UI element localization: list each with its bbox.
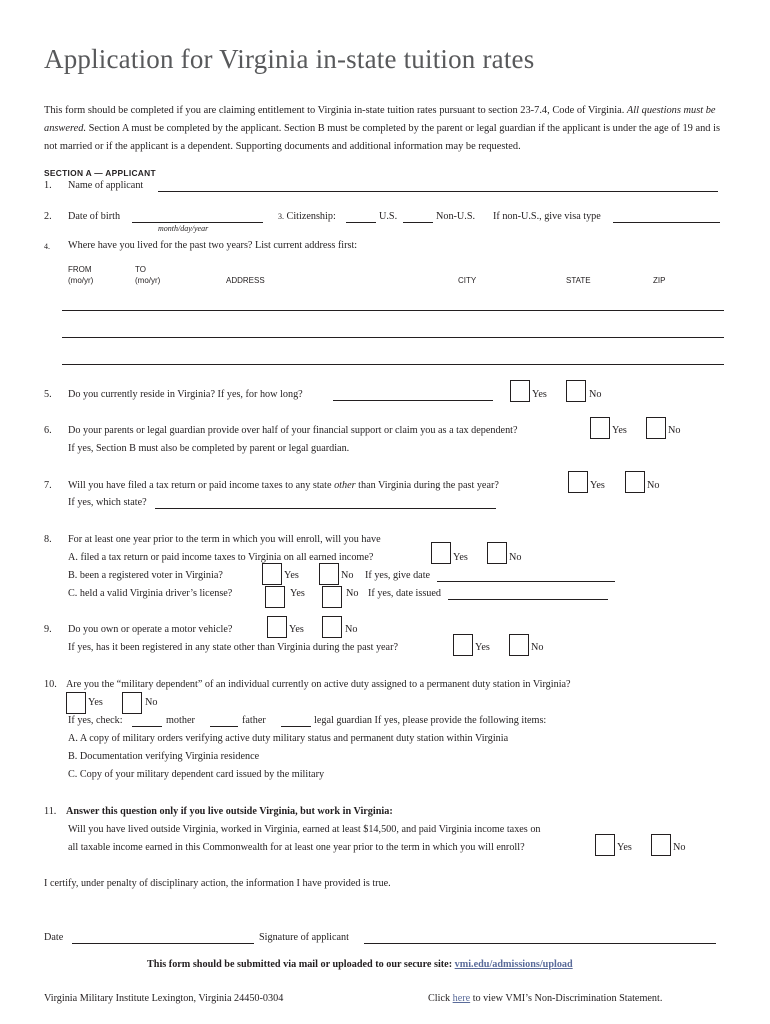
- q8b-no-checkbox[interactable]: [319, 563, 339, 585]
- q6-no-label: No: [668, 425, 681, 436]
- father-blank[interactable]: [210, 726, 238, 727]
- q7-no-checkbox[interactable]: [625, 471, 645, 493]
- q9-number: 9.: [44, 624, 52, 635]
- q11-line-2: all taxable income earned in this Commonwealth for at least one year prior to the term in which you will enroll?: [68, 842, 525, 853]
- q8-number: 8.: [44, 534, 52, 545]
- q9-yes-checkbox[interactable]: [267, 616, 287, 638]
- visa-field[interactable]: [613, 222, 720, 223]
- q10-item-c: C. Copy of your military dependent card issued by the military: [68, 769, 325, 780]
- col-zip: ZIP: [653, 276, 666, 285]
- signature-label: Signature of applicant: [259, 932, 349, 943]
- address-line-1[interactable]: [62, 310, 724, 311]
- q8a-no-checkbox[interactable]: [487, 542, 507, 564]
- q10-label: Are you the “military dependent” of an individual currently on active duty assigned to a permanent duty station in Virginia?: [66, 679, 571, 690]
- q9b-no-checkbox[interactable]: [509, 634, 529, 656]
- q8c-label: C. held a valid Virginia driver’s license?: [68, 588, 233, 599]
- q11-no-checkbox[interactable]: [651, 834, 671, 856]
- q8c-no-checkbox[interactable]: [322, 586, 342, 608]
- q7-yes-checkbox[interactable]: [568, 471, 588, 493]
- q10-no-label: No: [145, 697, 158, 708]
- col-from: FROM: [68, 265, 92, 274]
- q8c-yes-label: Yes: [290, 588, 305, 599]
- q5-no-checkbox[interactable]: [566, 380, 586, 402]
- col-city: CITY: [458, 276, 477, 285]
- col-to-moyr: (mo/yr): [135, 276, 161, 285]
- col-from-moyr: (mo/yr): [68, 276, 94, 285]
- q6-sub: If yes, Section B must also be completed by parent or legal guardian.: [68, 443, 350, 454]
- q10-number: 10.: [44, 679, 57, 690]
- q8c-no-label: No: [346, 588, 359, 599]
- q9-sub: If yes, has it been registered in any state other than Virginia during the past year?: [68, 642, 398, 653]
- q8b-yes-checkbox[interactable]: [262, 563, 282, 585]
- q5-yes-checkbox[interactable]: [510, 380, 530, 402]
- q3-label: 3. Citizenship:: [278, 211, 336, 222]
- q8b-label: B. been a registered voter in Virginia?: [68, 570, 223, 581]
- q9-yes-label: Yes: [289, 624, 304, 635]
- q6-number: 6.: [44, 425, 52, 436]
- q8a-no-label: No: [509, 552, 522, 563]
- q11-label: Answer this question only if you live outside Virginia, but work in Virginia:: [66, 806, 393, 817]
- q5-number: 5.: [44, 389, 52, 400]
- citizenship-us-blank[interactable]: [346, 222, 376, 223]
- q9b-yes-checkbox[interactable]: [453, 634, 473, 656]
- certify-statement: I certify, under penalty of disciplinary action, the information I have provided is true.: [44, 878, 391, 889]
- q9b-no-label: No: [531, 642, 544, 653]
- dob-field[interactable]: [132, 222, 263, 223]
- q8b-yes-label: Yes: [284, 570, 299, 581]
- which-state-field[interactable]: [155, 508, 496, 509]
- name-field[interactable]: [158, 191, 718, 192]
- q9-no-label: No: [345, 624, 358, 635]
- footer-nondiscrimination: Click here to view VMI’s Non-Discrimination Statement.: [428, 993, 663, 1004]
- q7-no-label: No: [647, 480, 660, 491]
- q10-item-a: A. A copy of military orders verifying active duty military status and permanent duty station within Virginia: [68, 733, 509, 744]
- q5-label: Do you currently reside in Virginia? If yes, for how long?: [68, 389, 303, 400]
- q8b-no-label: No: [341, 570, 354, 581]
- address-line-3[interactable]: [62, 364, 724, 365]
- q6-yes-checkbox[interactable]: [590, 417, 610, 439]
- q10-yes-label: Yes: [88, 697, 103, 708]
- father-label: father: [242, 715, 266, 726]
- footer-address: Virginia Military Institute Lexington, Virginia 24450-0304: [44, 993, 284, 1004]
- q10-yes-checkbox[interactable]: [66, 692, 86, 714]
- q8a-yes-label: Yes: [453, 552, 468, 563]
- dob-hint: month/day/year: [158, 224, 209, 233]
- here-link[interactable]: here: [452, 993, 471, 1004]
- q9b-yes-label: Yes: [475, 642, 490, 653]
- q2-number: 2.: [44, 211, 52, 222]
- q4-label: Where have you lived for the past two years? List current address first:: [68, 240, 358, 251]
- q8a-yes-checkbox[interactable]: [431, 542, 451, 564]
- q7-sub: If yes, which state?: [68, 497, 147, 508]
- date-field[interactable]: [72, 943, 254, 944]
- q8a-label: A. filed a tax return or paid income taxes to Virginia on all earned income?: [68, 552, 374, 563]
- q10-item-b: B. Documentation verifying Virginia residence: [68, 751, 260, 762]
- date-label: Date: [44, 932, 64, 943]
- q6-no-checkbox[interactable]: [646, 417, 666, 439]
- q8c-yes-checkbox[interactable]: [265, 586, 285, 608]
- reside-duration-field[interactable]: [333, 400, 493, 401]
- section-a-heading: SECTION A — APPLICANT: [44, 168, 156, 178]
- mother-label: mother: [166, 715, 195, 726]
- citizenship-us-label: U.S.: [379, 211, 398, 222]
- q8c-date-label: If yes, date issued: [368, 588, 441, 599]
- q10-check-label: If yes, check:: [68, 715, 123, 726]
- upload-link[interactable]: vmi.edu/admissions/upload: [454, 959, 573, 970]
- intro-paragraph: This form should be completed if you are claiming entitlement to Virginia in-state tuition rates pursuant to section 23-7.4, Code of Virginia. All questions must be answered. Section A must be completed by the applicant. Section B must be completed by the parent or legal guardian if the applicant is under the age of 19 and is not married or if the applicant is a dependent. Supporting documents and additional information may be requested.: [44, 105, 720, 152]
- citizenship-nonus-label: Non-U.S.: [436, 211, 476, 222]
- q5-yes-label: Yes: [532, 389, 547, 400]
- q7-label: Will you have filed a tax return or paid income taxes to any state other than Virginia during the past year?: [68, 480, 499, 491]
- mother-blank[interactable]: [132, 726, 162, 727]
- q11-number: 11.: [44, 806, 57, 817]
- q6-label: Do your parents or legal guardian provide over half of your financial support or claim you as a tax dependent?: [68, 425, 518, 436]
- visa-label: If non-U.S., give visa type: [493, 211, 601, 222]
- q1-number: 1.: [44, 180, 52, 191]
- guardian-label: legal guardian If yes, please provide the following items:: [314, 715, 547, 726]
- q11-line-1: Will you have lived outside Virginia, worked in Virginia, earned at least $14,500, and paid Virginia income taxes on: [68, 824, 541, 835]
- q11-yes-label: Yes: [617, 842, 632, 853]
- q8b-date-label: If yes, give date: [365, 570, 431, 581]
- col-state: STATE: [566, 276, 591, 285]
- q4-number: 4.: [44, 242, 50, 251]
- q6-yes-label: Yes: [612, 425, 627, 436]
- col-to: TO: [135, 265, 146, 274]
- license-date-field[interactable]: [448, 599, 608, 600]
- q7-number: 7.: [44, 480, 52, 491]
- citizenship-nonus-blank[interactable]: [403, 222, 433, 223]
- guardian-blank[interactable]: [281, 726, 311, 727]
- q11-no-label: No: [673, 842, 686, 853]
- signature-field[interactable]: [364, 943, 716, 944]
- q8-label: For at least one year prior to the term in which you will enroll, will you have: [68, 534, 381, 545]
- q10-no-checkbox[interactable]: [122, 692, 142, 714]
- col-address: ADDRESS: [226, 276, 265, 285]
- voter-date-field[interactable]: [437, 581, 615, 582]
- q5-no-label: No: [589, 389, 602, 400]
- submit-note: This form should be submitted via mail or uploaded to our secure site: vmi.edu/admissions/upload: [147, 959, 573, 970]
- q7-yes-label: Yes: [590, 480, 605, 491]
- address-line-2[interactable]: [62, 337, 724, 338]
- q9-label: Do you own or operate a motor vehicle?: [68, 624, 233, 635]
- q1-label: Name of applicant: [68, 180, 144, 191]
- page-title: Application for Virginia in-state tuition rates: [44, 44, 535, 74]
- q2-label: Date of birth: [68, 211, 121, 222]
- q11-yes-checkbox[interactable]: [595, 834, 615, 856]
- q9-no-checkbox[interactable]: [322, 616, 342, 638]
